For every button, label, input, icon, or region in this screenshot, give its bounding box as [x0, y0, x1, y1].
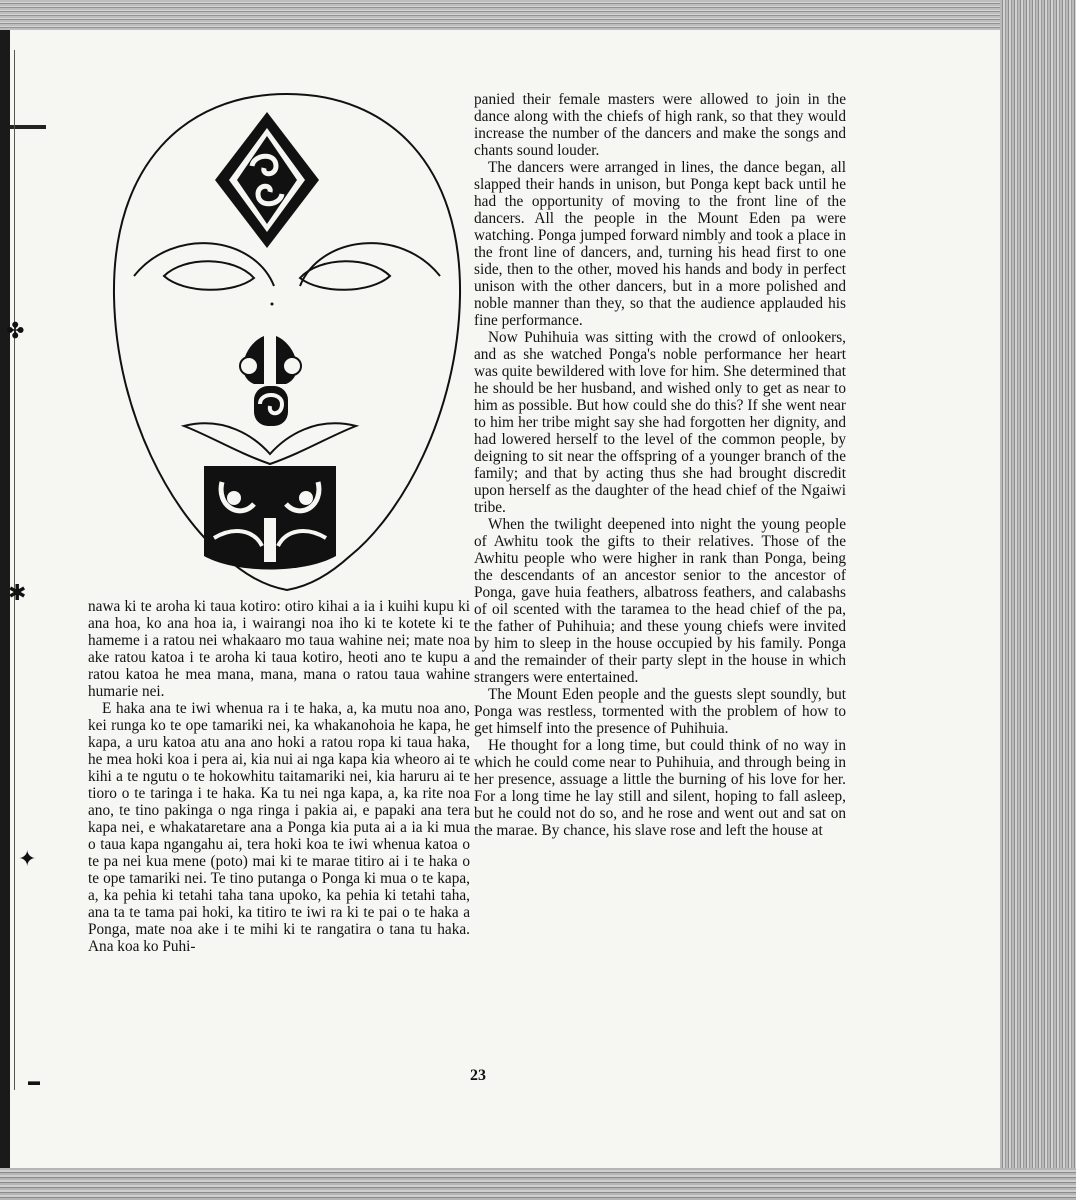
- paragraph: When the twilight deepened into night the young people of Awhitu took the gifts to their relatives. Those of the Awhitu people who were higher in rank than Ponga, being the descendants of an ancestor senior to the ancestor of Ponga, gave huia feathers, albatross feathers, and calabashs of oil scented with the taramea to the head chief of the pa, the father of Puhihuia; and these young chiefs were invited by him to sleep in the house occupied by his family. Ponga and the remainder of their party slept in the house in which strangers were entertained.: [474, 516, 846, 686]
- paragraph: The dancers were arranged in lines, the dance began, all slapped their hands in unison, but Ponga kept back until he had the opportunity of moving to the front line of the dancers. All the people in the Mount Eden pa were watching. Ponga jumped forward nimbly and took a place in the front line of dancers, and, turning his head first to one side, then to the other, moved his hands and body in perfect unison with the other dancers, but in a more polished and noble manner than they, so that the audience applauded his fine performance.: [474, 159, 846, 329]
- paragraph: The Mount Eden people and the guests slept soundly, but Ponga was restless, tormented with the problem of how to get himself into the presence of Puhihuia.: [474, 686, 846, 737]
- paragraph: He thought for a long time, but could think of no way in which he could come near to Puhihuia, and through being in her presence, assuage a little the burning of his love for her. For a long time he lay still and silent, hoping to fall asleep, but he could not do so, and he rose and went out and sat on the marae. By chance, his slave rose and left the house at: [474, 737, 846, 839]
- scan-border-bottom: [0, 1168, 1076, 1200]
- paragraph: panied their female masters were allowed to join in the dance along with the chiefs of high rank, so that they would increase the number of the dancers and make the songs and chants sound louder.: [474, 91, 846, 159]
- moko-face-mask-icon: [104, 86, 470, 606]
- margin-ornament-icon: ✦: [18, 846, 37, 871]
- margin-ornament-icon: ▬: [28, 1074, 40, 1088]
- text-column-english: [474, 91, 846, 839]
- paragraph: nawa ki te aroha ki taua kotiro: otiro kihai a ia i kuihi kupu ki ana hoa, ko ana hoa ia, i wairangi noa iho ki te kotete ki te hameme i a ratou nei whakaaro mo taua wahine nei; mate noa ake ratou katoa i te aroha ki taua kotiro, heoti ano te kupu a ratou katoa he mea mana, mana, mana o ratou taua wahine humarie nei.: [88, 598, 470, 700]
- text-column-maori: [88, 598, 470, 955]
- page-number: 23: [470, 1067, 486, 1084]
- paragraph: Now Puhihuia was sitting with the crowd of onlookers, and as she watched Ponga's noble performance her heart was quite bewildered with love for him. She determined that he should be her husband, and wished only to get as near to him as possible. But how could she do this? If she went near to him her tribe might say she had forgotten her dignity, and had lowered herself to the level of the common people, by deigning to sit near the offspring of a younger branch of the family; and that by acting thus she had brought discredit upon herself as the daughter of the head chief of the Ngaiwi tribe.: [474, 329, 846, 516]
- margin-rule: [10, 125, 46, 129]
- margin-ornament-icon: ✤: [6, 318, 25, 343]
- paragraph: E haka ana te iwi whenua ra i te haka, a, ka mutu noa ano, kei runga ko te ope tamariki nei, ka whakanohoia he kapa, he kapa, a uru katoa atu ana ano hoki a ratou ropa ki taua haka, he mea hoki koa i pera ai, kia nui ai nga kapa kia wheoro ai te kihi a te ngutu o te hokowhitu taitamariki nei, kia haruru ai te tioro o te taringa i te haka. Ka tu nei nga kapa, a, ka rite noa ano, te tino pakinga o nga ringa i pakia ai, e papaki ana tera kapa nei, e whakataretare ana a Ponga kia puta ai a ia ki mua o taua kapa ngangahu ai, tera hoki koa te iwi whenua katoa o te pa nei kua mene (poto) mai ki te marae titiro ai i te haka o te ope tamariki nei. Te tino putanga o Ponga ki mua o te kapa, a, ka pehia ki tetahi taha tana upoko, ka pehia ki tetahi taha, ana ta te tama pai hoki, ka titiro te iwi ra ki te pai o te haka a Ponga, mate noa ake i te mihi ki te rangatira o tana tu haka. Ana koa ko Puhi-: [88, 700, 470, 955]
- margin-ornament-icon: ✱: [8, 580, 27, 605]
- margin-line: [14, 50, 15, 1090]
- scan-border-top: [0, 0, 1076, 30]
- scan-border-right: [1000, 0, 1076, 1200]
